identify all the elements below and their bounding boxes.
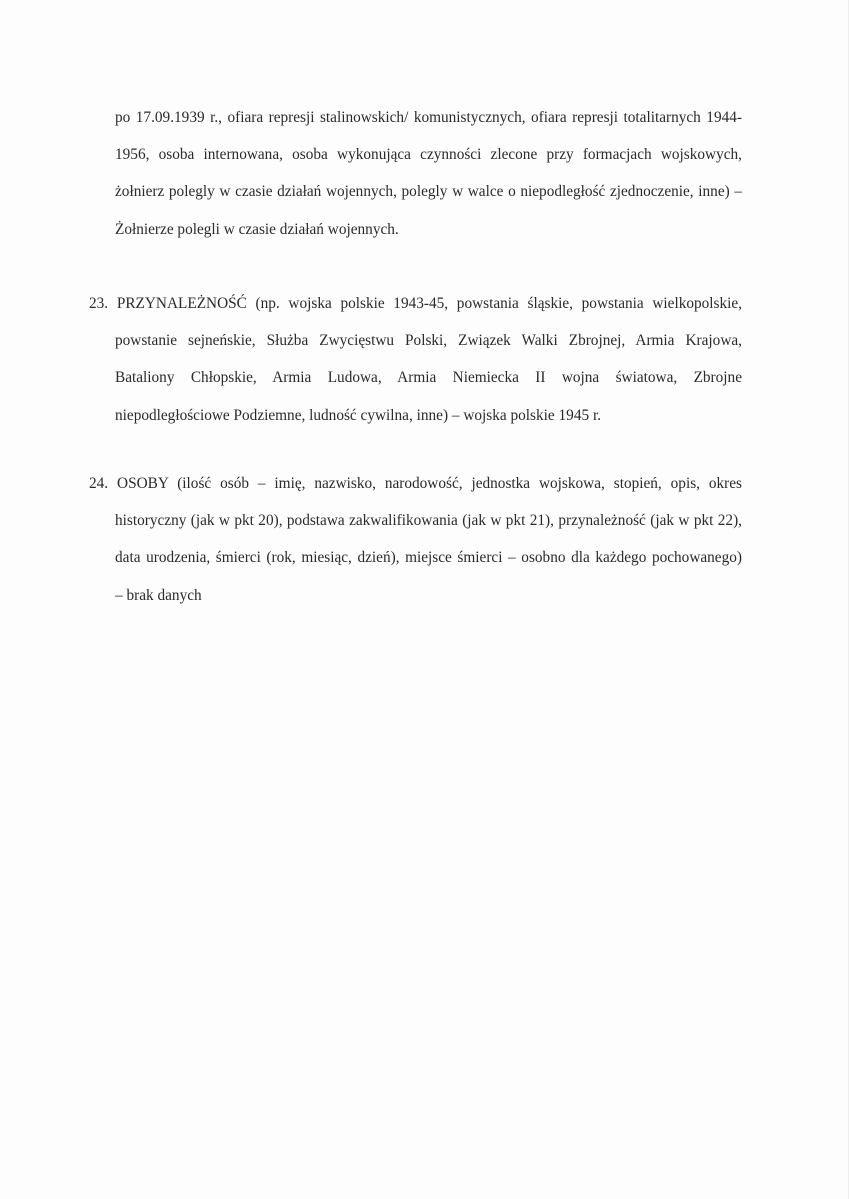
paragraph-line: po 17.09.1939 r., ofiara represji stalinowskich/ komunistycznych, ofiara represji totalitarnych 1944- — [115, 109, 742, 126]
paragraph-line: niepodległościowe Podziemne, ludność cywilna, inne) – wojska polskie 1945 r. — [115, 406, 602, 424]
paragraph-line: historyczny (jak w pkt 20), podstawa zakwalifikowania (jak w pkt 21), przynależność (jak w pkt 22), — [115, 512, 742, 530]
list-item-24 — [89, 465, 742, 614]
item-number: 24. — [89, 475, 109, 492]
paragraph-line: powstanie sejneńskie, Służba Zwycięstwu Polski, Związek Walki Zbrojnej, Armia Krajowa, — [115, 332, 742, 350]
paragraph-line — [89, 465, 742, 502]
paragraph-line: Bataliony Chłopskie, Armia Ludowa, Armia Niemiecka II wojna światowa, Zbrojne — [115, 369, 742, 387]
paragraph-line: – brak danych — [115, 586, 202, 604]
paragraph-line: 1956, osoba internowana, osoba wykonująca czynności zlecone przy formacjach wojskowych, — [115, 146, 742, 164]
paragraph-line: żołnierz polegly w czasie działań wojennych, polegly w walce o niepodległość zjednoczenie, inne) – — [115, 183, 742, 201]
paragraph-line — [89, 285, 742, 322]
item-text: OSOBY (ilość osób – imię, nazwisko, narodowość, jednostka wojskowa, stopień, opis, okres — [117, 475, 743, 492]
paragraph-line: data urodzenia, śmierci (rok, miesiąc, dzień), miejsce śmierci – osobno dla każdego pochowanego) — [115, 549, 742, 567]
item-number: 23. — [89, 295, 109, 312]
continuation-paragraph — [115, 99, 742, 248]
item-text: PRZYNALEŻNOŚĆ (np. wojska polskie 1943-45, powstania śląskie, powstania wielkopolskie, — [116, 295, 742, 312]
paragraph-line: Żołnierze polegli w czasie działań wojennych. — [115, 220, 399, 238]
list-item-23 — [89, 285, 742, 434]
